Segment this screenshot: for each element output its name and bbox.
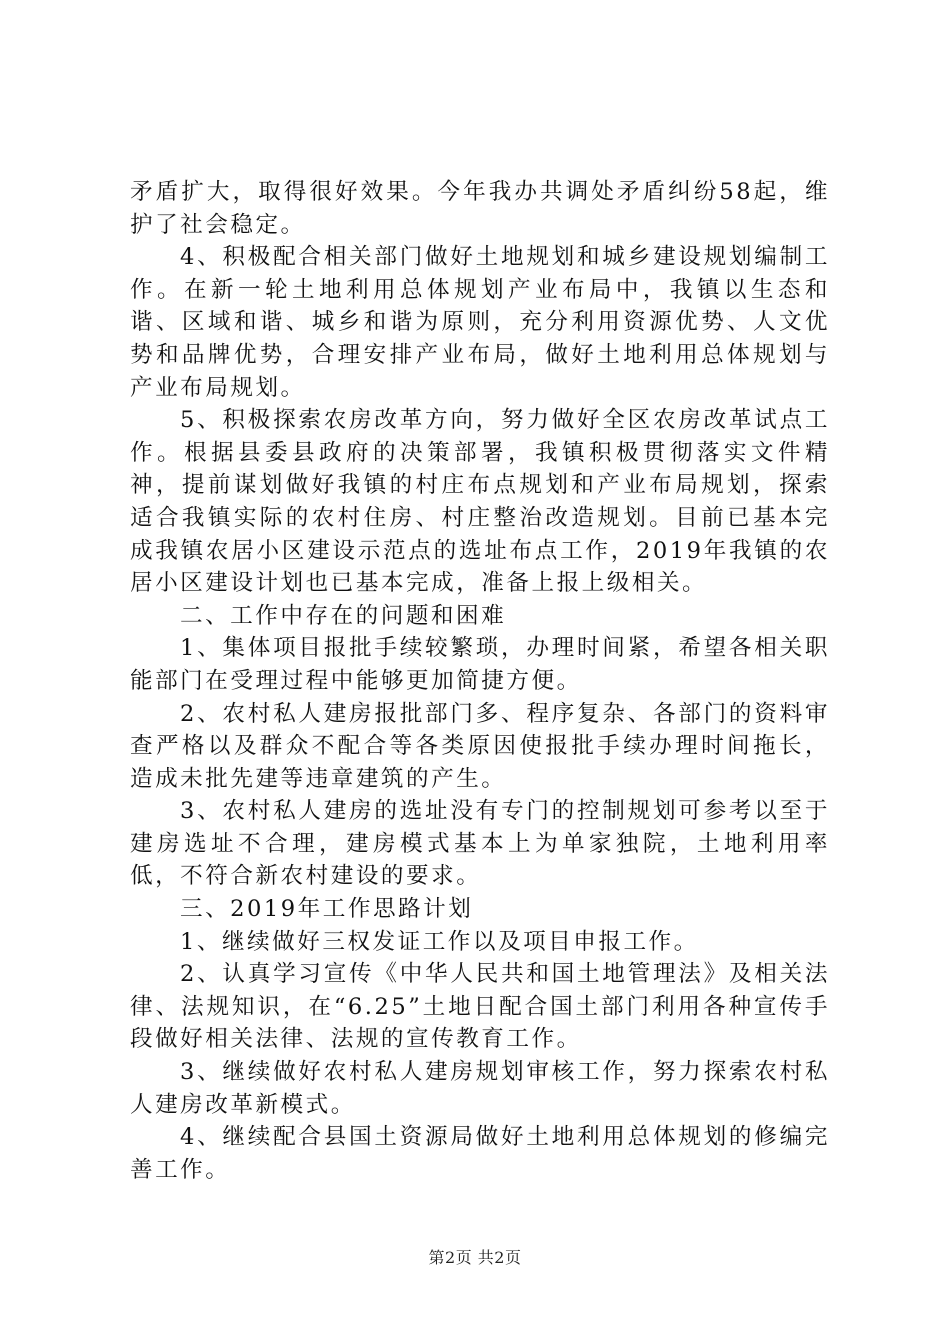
paragraph-plan-3: 3、继续做好农村私人建房规划审核工作，努力探索农村私人建房改革新模式。 (130, 1059, 830, 1118)
section-heading-plan: 三、2019年工作思路计划 (180, 896, 474, 923)
paragraph-plan-2: 2、认真学习宣传《中华人民共和国土地管理法》及相关法律、法规知识，在“6.25”土地日配合国土部门利用各种宣传手段做好相关法律、法规的宣传教育工作。 (130, 961, 830, 1053)
paragraph-problem-3: 3、农村私人建房的选址没有专门的控制规划可参考以至于建房选址不合理，建房模式基本上为单家独院，土地利用率低，不符合新农村建设的要求。 (130, 798, 830, 890)
section-heading-problems: 二、工作中存在的问题和困难 (180, 602, 507, 629)
paragraph-item-5-housing-reform: 5、积极探索农房改革方向，努力做好全区农房改革试点工作。根据县委县政府的决策部署，我镇积极贯彻落实文件精神，提前谋划做好我镇的村庄布点规划和产业布局规划，探索适合我镇实际的农村住房、村庄整治改造规划。目前已基本完成我镇农居小区建设示范点的选址布点工作，2019年我镇的农居小区建设计划也已基本完成，准备上报上级相关。 (130, 407, 830, 597)
paragraph-problem-2: 2、农村私人建房报批部门多、程序复杂、各部门的资料审查严格以及群众不配合等各类原因使报批手续办理时间拖长，造成未批先建等违章建筑的产生。 (130, 700, 830, 792)
paragraph-plan-4: 4、继续配合县国土资源局做好土地利用总体规划的修编完善工作。 (130, 1124, 830, 1183)
paragraph-item-4-land-planning: 4、积极配合相关部门做好土地规划和城乡建设规划编制工作。在新一轮土地利用总体规划产业布局中，我镇以生态和谐、区域和谐、城乡和谐为原则，充分利用资源优势、人文优势和品牌优势，合理安排产业布局，做好土地利用总体规划与产业布局规划。 (130, 244, 830, 401)
paragraph-continuation: 矛盾扩大，取得很好效果。今年我办共调处矛盾纠纷58起，维护了社会稳定。 (130, 179, 830, 238)
document-body (130, 176, 830, 1186)
paragraph-plan-1: 1、继续做好三权发证工作以及项目申报工作。 (180, 928, 699, 955)
paragraph-problem-1: 1、集体项目报批手续较繁琐，办理时间紧，希望各相关职能部门在受理过程中能够更加简捷方便。 (130, 635, 830, 694)
page-number-footer: 第2页 共2页 (428, 1248, 522, 1267)
